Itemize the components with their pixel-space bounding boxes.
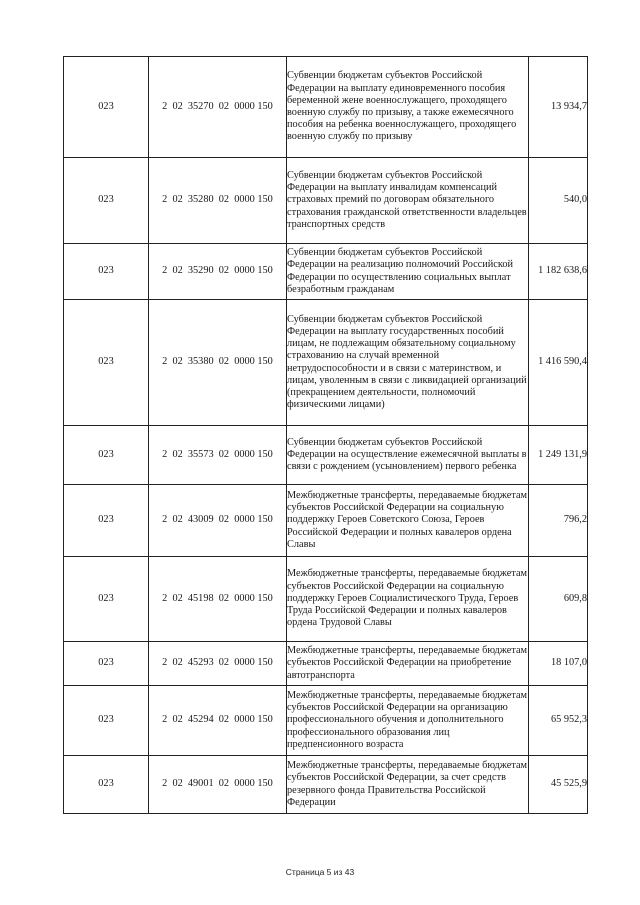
description-cell: Межбюджетные трансферты, передаваемые бюджетам субъектов Российской Федерации, за счет средств резервного фонда Правительства Российской Федерации (287, 756, 529, 814)
description-cell: Субвенции бюджетам субъектов Российской Федерации на реализацию полномочий Российской Федерации по осуществлению социальных выплат безработным гражданам (287, 244, 529, 300)
table-row (64, 426, 588, 485)
budget-code-cell: 2 02 35280 02 0000 150 (149, 158, 287, 244)
amount-cell: 1 182 638,6 (529, 244, 588, 300)
table-row (64, 557, 588, 642)
budget-code-cell: 2 02 35290 02 0000 150 (149, 244, 287, 300)
budget-code-cell: 2 02 35270 02 0000 150 (149, 57, 287, 158)
budget-code-cell: 2 02 45293 02 0000 150 (149, 642, 287, 686)
revenue-table (63, 56, 588, 814)
table-row (64, 244, 588, 300)
table-row (64, 756, 588, 814)
budget-code-cell: 2 02 45198 02 0000 150 (149, 557, 287, 642)
admin-code-cell: 023 (64, 557, 149, 642)
amount-cell: 1 416 590,4 (529, 300, 588, 426)
admin-code-cell: 023 (64, 756, 149, 814)
admin-code-cell: 023 (64, 642, 149, 686)
description-cell: Субвенции бюджетам субъектов Российской Федерации на осуществление ежемесячной выплаты в связи с рождением (усыновлением) первого ребенка (287, 426, 529, 485)
table-row (64, 57, 588, 158)
description-cell: Субвенции бюджетам субъектов Российской Федерации на выплату единовременного пособия беременной жене военнослужащего, проходящего военную службу по призыву, а также ежемесячного пособия на ребенка военнослужащего, проходящего военную службу по призыву (287, 57, 529, 158)
description-cell: Межбюджетные трансферты, передаваемые бюджетам субъектов Российской Федерации на социальную поддержку Героев Социалистического Труда, Героев Труда Российской Федерации и полных кавалеров ордена Трудовой Славы (287, 557, 529, 642)
amount-cell: 796,2 (529, 485, 588, 557)
page-number: Страница 5 из 43 (285, 867, 355, 877)
table-row (64, 300, 588, 426)
budget-code-cell: 2 02 43009 02 0000 150 (149, 485, 287, 557)
budget-code-cell: 2 02 49001 02 0000 150 (149, 756, 287, 814)
amount-cell: 609,8 (529, 557, 588, 642)
table-row (64, 642, 588, 686)
admin-code-cell: 023 (64, 485, 149, 557)
admin-code-cell: 023 (64, 686, 149, 756)
budget-code-cell: 2 02 35380 02 0000 150 (149, 300, 287, 426)
admin-code-cell: 023 (64, 158, 149, 244)
amount-cell: 13 934,7 (529, 57, 588, 158)
amount-cell: 45 525,9 (529, 756, 588, 814)
description-cell: Межбюджетные трансферты, передаваемые бюджетам субъектов Российской Федерации на организацию профессионального обучения и дополнительного профессионального образования лиц предпенсионного возраста (287, 686, 529, 756)
admin-code-cell: 023 (64, 57, 149, 158)
admin-code-cell: 023 (64, 300, 149, 426)
amount-cell: 18 107,0 (529, 642, 588, 686)
table-row (64, 158, 588, 244)
table-row (64, 686, 588, 756)
amount-cell: 65 952,3 (529, 686, 588, 756)
budget-code-cell: 2 02 45294 02 0000 150 (149, 686, 287, 756)
description-cell: Субвенции бюджетам субъектов Российской Федерации на выплату инвалидам компенсаций страховых премий по договорам обязательного страхования гражданской ответственности владельцев транспортных средств (287, 158, 529, 244)
description-cell: Межбюджетные трансферты, передаваемые бюджетам субъектов Российской Федерации на социальную поддержку Героев Советского Союза, Героев Российской Федерации и полных кавалеров ордена Славы (287, 485, 529, 557)
description-cell: Субвенции бюджетам субъектов Российской Федерации на выплату государственных пособий лицам, не подлежащим обязательному социальному страхованию на случай временной нетрудоспособности и в связи с материнством, и лицам, уволенным в связи с ликвидацией организаций (прекращением деятельности, полномочий физическими лицами) (287, 300, 529, 426)
amount-cell: 540,0 (529, 158, 588, 244)
table-row (64, 485, 588, 557)
budget-code-cell: 2 02 35573 02 0000 150 (149, 426, 287, 485)
admin-code-cell: 023 (64, 426, 149, 485)
description-cell: Межбюджетные трансферты, передаваемые бюджетам субъектов Российской Федерации на приобретение автотранспорта (287, 642, 529, 686)
amount-cell: 1 249 131,9 (529, 426, 588, 485)
admin-code-cell: 023 (64, 244, 149, 300)
